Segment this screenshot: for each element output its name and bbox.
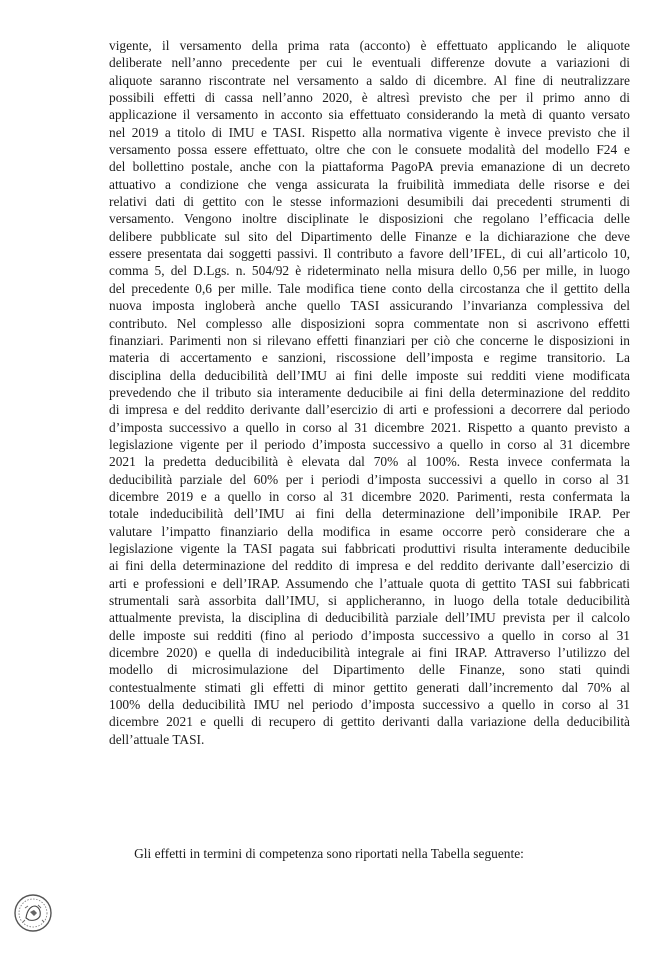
text-line: comma 5, del D.Lgs. n. 504/92 è rideterminato nella misura dello 0,56 per mille, in luogo	[109, 263, 630, 279]
text-line: dicembre 2019 e a quello in corso al 31 dicembre 2020. Parimenti, resta confermata la	[109, 488, 630, 504]
text-line: totale indeducibilità dell’IMU ai fini della determinazione dell’imponibile IRAP. Per	[109, 506, 630, 522]
text-line: vigente, il versamento della prima rata (acconto) è effettuato applicando le aliquote	[109, 38, 630, 53]
text-line: arti e professioni e dell’IRAP. Assumendo che l’attuale quota di gettito TASI sui fabbricati	[109, 575, 630, 591]
text-line: deliberate nell’anno precedente per cui le eventuali differenze dovute a variazioni di	[109, 55, 630, 71]
text-line: legislazione vigente per il periodo d’imposta successivo a quello in corso al 31 dicembre	[109, 436, 630, 452]
official-seal-icon	[13, 893, 53, 933]
text-line: essere presentata dai soggetti passivi. Il contributo a favore dell’IFEL, di cui all’articolo 10,	[109, 246, 630, 262]
text-line: d’imposta successivo a quello in corso al 31 dicembre 2021. Rispetto a quanto previsto a	[109, 419, 630, 435]
text-line: nuova imposta ingloberà anche quello TASI assicurando l’invarianza complessiva del	[109, 298, 630, 314]
text-line: contributo. Nel complesso alle disposizioni sopra commentate non si ascrivono effetti	[109, 315, 630, 331]
text-line: relativi dati di gettito con le stesse informazioni desumibili dai precedenti strumenti di	[109, 194, 630, 210]
text-line: delibere pubblicate sul sito del Dipartimento delle Finanze e la dichiarazione che deve	[109, 228, 630, 244]
text-line: valutare l’impatto finanziario della modifica in esame occorre però considerare che a	[109, 523, 630, 539]
text-line: dicembre 2021 e quelli di recupero di gettito derivanti dalla variazione della deducibilità	[109, 714, 630, 730]
text-line: finanziari. Parimenti non si rilevano effetti finanziari per ciò che concerne le disposizioni in	[109, 332, 630, 348]
text-line: applicazione il versamento in acconto sia effettuato considerando la metà di quanto versato	[109, 107, 630, 123]
text-line: di impresa e del reddito derivante dall’esercizio di arti e professioni a decorrere dal periodo	[109, 402, 630, 418]
text-line: disciplina della deducibilità dell’IMU ai fini delle imposte sui redditi viene modificata	[109, 367, 630, 383]
text-line: 2021 la predetta deducibilità è elevata dal 70% al 100%. Resta invece confermata la	[109, 454, 630, 470]
text-line: modello di microsimulazione del Dipartimento delle Finanze, sono stati quindi	[109, 662, 630, 678]
text-line: 100% della deducibilità IMU nel periodo d’imposta successivo a quello in corso al 31	[109, 697, 630, 713]
text-line: materia di accertamento e sanzioni, riscossione dell’imposta e regime transitorio. La	[109, 350, 630, 366]
table-caption: Gli effetti in termini di competenza sono riportati nella Tabella seguente:	[134, 846, 524, 861]
text-line: del precedente 0,6 per mille. Tale modifica tiene conto della circostanza che il gettito della	[109, 280, 630, 296]
text-line: versamento. Vengono inoltre disciplinate le disposizioni che regolano l’efficacia delle	[109, 211, 630, 227]
text-line: versamento possa essere effettuato, oltre che con le consuete modalità del modello F24 e	[109, 142, 630, 158]
text-line: nel 2019 a titolo di IMU e TASI. Rispetto alla normativa vigente è invece previsto che il	[109, 124, 630, 140]
text-line: aliquote saranno riscontrate nel versamento a saldo di dicembre. Al fine di neutralizzare	[109, 72, 630, 88]
text-line: delle imposte sui redditi (fino al periodo d’imposta successivo a quello in corso al 31	[109, 627, 630, 643]
text-line: ai fini della determinazione del reddito di impresa e del reddito derivante dall’esercizio di	[109, 558, 630, 574]
text-line: dell’attuale TASI.	[109, 731, 205, 747]
text-line: dicembre 2020) e quella di indeducibilità integrale ai fini IRAP. Attraverso l’utilizzo del	[109, 645, 630, 661]
text-line: contestualmente stimati gli effetti di minor gettito generati dall’incremento dal 70% al	[109, 679, 630, 695]
text-line: del bollettino postale, anche con la piattaforma PagoPA previa emanazione di un decreto	[109, 159, 630, 175]
text-line: deducibilità parziale del 60% per i periodi d’imposta successivi a quello in corso al 31	[109, 471, 630, 487]
text-line: possibili effetti di cassa nell’anno 2020, è altresì previsto che per il primo anno di	[109, 90, 630, 106]
body-paragraph	[109, 37, 630, 748]
text-line: attualmente prevista, la disciplina di deducibilità parziale dell’IMU prevista per il calcolo	[109, 610, 630, 626]
text-line: strumentali sarà assorbita dall’IMU, si applicheranno, in luogo della totale deducibilità	[109, 593, 630, 608]
text-line: attuativo a condizione che venga assicurata la fruibilità immediata delle risorse e dei	[109, 176, 630, 192]
text-line: prevedendo che il tributo sia interamente deducibile ai fini della determinazione del reddito	[109, 384, 630, 400]
text-line: legislazione vigente la TASI pagata sui fabbricati produttivi risulta interamente deducibile	[109, 540, 630, 556]
